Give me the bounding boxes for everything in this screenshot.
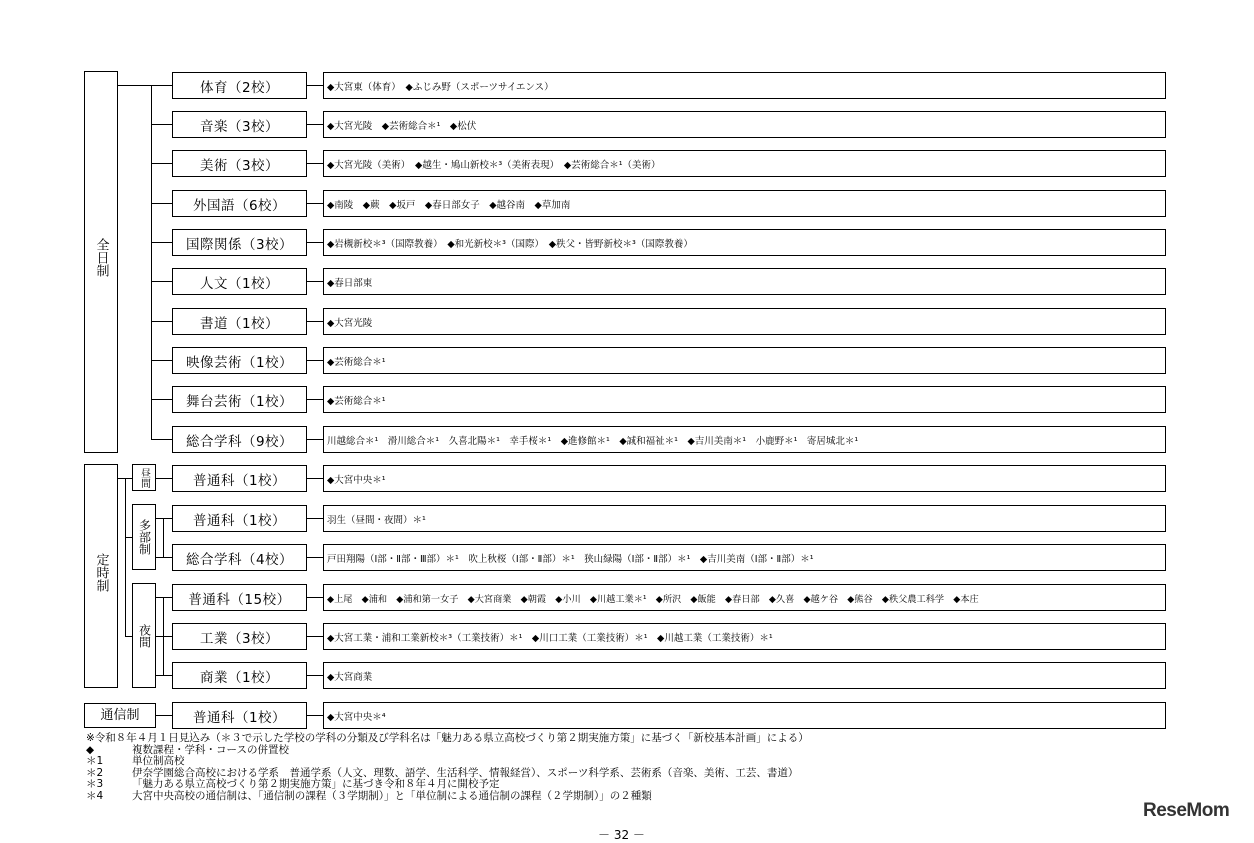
category-box: 普通科（1校）	[172, 702, 307, 729]
footnote-mark: ＊1	[86, 755, 104, 767]
connector	[156, 557, 172, 558]
connector	[307, 321, 323, 322]
footnote	[86, 779, 809, 791]
connector	[307, 715, 323, 716]
connector	[156, 675, 172, 676]
schools-box: ◆大宮商業	[323, 662, 1166, 689]
connector-yakan-vertical	[163, 597, 164, 675]
connector	[156, 478, 172, 479]
footnote	[86, 745, 809, 757]
schools-box: ◆春日部東	[323, 268, 1166, 295]
system-tsushin: 通信制	[84, 703, 156, 728]
category-box: 総合学科（4校）	[172, 544, 307, 571]
connector	[307, 163, 323, 164]
connector	[307, 281, 323, 282]
note-main: ※令和８年４月１日見込み（＊３で示した学校の学科の分類及び学科名は「魅力ある県立高校づくり第２期実施方策」に基づく「新校基本計画」による）	[86, 732, 809, 744]
connector	[151, 321, 172, 322]
schools-box: ◆芸術総合＊¹	[323, 347, 1166, 374]
connector	[156, 636, 172, 637]
system-zennichi: 全日制	[84, 71, 118, 453]
connector	[156, 597, 172, 598]
connector	[307, 242, 323, 243]
footnote-text: 「魅力ある県立高校づくり第２期実施方策」に基づき令和８年４月に開校予定	[132, 778, 500, 790]
footnote-mark: ＊3	[86, 778, 104, 790]
connector	[156, 518, 172, 519]
connector	[151, 203, 172, 204]
category-box: 国際関係（3校）	[172, 229, 307, 256]
schools-box: ◆南陵 ◆蕨 ◆坂戸 ◆春日部女子 ◆越谷南 ◆草加南	[323, 190, 1166, 217]
connector	[307, 675, 323, 676]
connector	[307, 399, 323, 400]
connector-tabu-vertical	[163, 518, 164, 557]
footnote	[86, 756, 809, 768]
schools-box: ◆大宮東（体育） ◆ふじみ野（スポーツサイエンス）	[323, 72, 1166, 99]
schools-box: ◆大宮工業・浦和工業新校＊³（工業技術）＊¹ ◆川口工業（工業技術）＊¹ ◆川越工業（工業技術）＊¹	[323, 623, 1166, 650]
footnote-text: 複数課程・学科・コースの併置校	[132, 743, 289, 756]
footnote	[86, 791, 809, 803]
schools-box: 川越総合＊¹ 滑川総合＊¹ 久喜北陽＊¹ 幸手桜＊¹ ◆進修館＊¹ ◆誠和福祉＊¹ ◆吉川美南＊¹ 小鹿野＊¹ 寄居城北＊¹	[323, 426, 1166, 453]
subsystem-tabu: 多部制	[132, 504, 156, 570]
connector	[125, 636, 132, 637]
category-box: 普通科（1校）	[172, 505, 307, 532]
connector	[307, 597, 323, 598]
connector	[307, 124, 323, 125]
connector	[151, 439, 172, 440]
schools-box: ◆大宮中央＊⁴	[323, 702, 1166, 729]
system-teiji: 定時制	[84, 464, 118, 688]
schools-box: ◆大宮中央＊¹	[323, 465, 1166, 492]
connector	[307, 85, 323, 86]
category-box: 書道（1校）	[172, 308, 307, 335]
connector	[151, 85, 172, 86]
category-box: 舞台芸術（1校）	[172, 386, 307, 413]
category-box: 工業（3校）	[172, 623, 307, 650]
schools-box: ◆大宮光陵（美術） ◆越生・鳩山新校＊³（美術表現） ◆芸術総合＊¹（美術）	[323, 150, 1166, 177]
connector	[307, 439, 323, 440]
connector	[156, 715, 172, 716]
schools-box: ◆上尾 ◆浦和 ◆浦和第一女子 ◆大宮商業 ◆朝霞 ◆小川 ◆川越工業＊¹ ◆所沢 ◆飯能 ◆春日部 ◆久喜 ◆越ケ谷 ◆熊谷 ◆秩父農工科学 ◆本庄	[323, 584, 1166, 611]
subsystem-yakan: 夜間	[132, 583, 156, 688]
connector	[307, 478, 323, 479]
connector	[151, 124, 172, 125]
category-box: 音楽（3校）	[172, 111, 307, 138]
footnote-mark: ◆	[86, 743, 95, 756]
connector	[118, 478, 132, 479]
connector	[151, 242, 172, 243]
category-box: 普通科（15校）	[172, 584, 307, 611]
schools-box: 羽生（昼間・夜間）＊¹	[323, 505, 1166, 532]
connector	[307, 360, 323, 361]
schools-box: ◆芸術総合＊¹	[323, 386, 1166, 413]
footnote-mark: ＊4	[86, 789, 104, 802]
category-box: 商業（1校）	[172, 662, 307, 689]
connector	[307, 636, 323, 637]
page-number: － 32 －	[598, 828, 645, 842]
category-box: 外国語（6校）	[172, 190, 307, 217]
connector	[151, 399, 172, 400]
schools-box: ◆大宮光陵 ◆芸術総合＊¹ ◆松伏	[323, 111, 1166, 138]
connector	[307, 203, 323, 204]
resemom-logo: ReseMom	[1143, 800, 1230, 821]
subsystem-hiruma: 昼間	[132, 464, 156, 491]
connector	[151, 281, 172, 282]
category-box: 映像芸術（1校）	[172, 347, 307, 374]
footnote-mark: ＊2	[86, 766, 104, 779]
schools-box: ◆大宮光陵	[323, 308, 1166, 335]
connector-zennichi-vertical	[151, 85, 152, 439]
category-box: 体育（2校）	[172, 72, 307, 99]
footnote-text: 伊奈学園総合高校における学系 普通学系（人文、理数、語学、生活科学、情報経営）、スポーツ科学系、芸術系（音楽、美術、工芸、書道）	[132, 766, 799, 779]
category-box: 普通科（1校）	[172, 465, 307, 492]
footnote-text: 単位制高校	[132, 755, 185, 767]
connector	[307, 557, 323, 558]
connector	[125, 537, 132, 538]
connector-teiji-vertical	[125, 478, 126, 636]
connector	[151, 360, 172, 361]
category-box: 総合学科（9校）	[172, 426, 307, 453]
category-box: 美術（3校）	[172, 150, 307, 177]
notes	[86, 733, 809, 802]
category-box: 人文（1校）	[172, 268, 307, 295]
footnote-text: 大宮中央高校の通信制は、「通信制の課程（３学期制）」と「単位制による通信制の課程（２学期制）」の２種類	[132, 789, 652, 802]
connector	[151, 163, 172, 164]
schools-box: ◆岩槻新校＊³（国際教養） ◆和光新校＊³（国際） ◆秩父・皆野新校＊³（国際教養）	[323, 229, 1166, 256]
connector	[307, 518, 323, 519]
schools-box: 戸田翔陽（Ⅰ部・Ⅱ部・Ⅲ部）＊¹ 吹上秋桜（Ⅰ部・Ⅱ部）＊¹ 狭山緑陽（Ⅰ部・Ⅱ部）＊¹ ◆吉川美南（Ⅰ部・Ⅱ部）＊¹	[323, 544, 1166, 571]
connector-zennichi-stub	[118, 85, 151, 86]
